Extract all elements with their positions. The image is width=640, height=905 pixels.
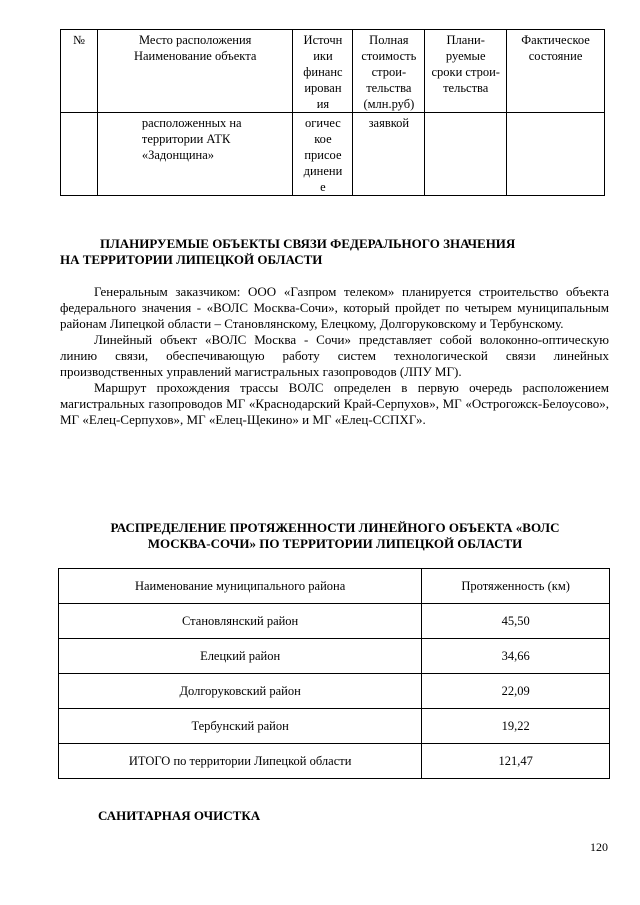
header-district: Наименование муниципального района — [59, 569, 422, 604]
header-cost-line: строи- — [371, 65, 407, 79]
heading-line: НА ТЕРРИТОРИИ ЛИПЕЦКОЙ ОБЛАСТИ — [60, 252, 323, 267]
section-heading-sanitation: САНИТАРНАЯ ОЧИСТКА — [98, 808, 261, 823]
cell-status — [507, 113, 605, 196]
cell-funding-line: огичес — [305, 116, 341, 130]
header-terms-line: тельства — [443, 81, 489, 95]
header-funding-line: ирован — [304, 81, 342, 95]
header-funding-line: ия — [316, 97, 330, 111]
cell-district: Тербунский район — [59, 709, 422, 744]
header-number: № — [61, 30, 98, 113]
header-terms-line: сроки строи- — [431, 65, 500, 79]
header-funding-line: Источн — [303, 33, 343, 47]
page-number: 120 — [590, 840, 608, 854]
objects-table-header-row — [61, 30, 605, 113]
table-row — [59, 639, 610, 674]
cell-funding-line: кое — [314, 132, 332, 146]
header-status: Фактическое состояние — [507, 30, 605, 113]
header-funding — [293, 30, 353, 113]
header-funding-line: ики — [313, 49, 333, 63]
vols-length-table — [58, 568, 610, 779]
paragraph: Маршрут прохождения трассы ВОЛС определен в первую очередь расположением магистральных газопроводов МГ «Краснодарский Край-Серпухов», МГ «Острогожск-Белоусово», МГ «Елец-Серпухов», МГ «Елец-Щекино» и МГ «Елец-ССПХГ». — [60, 380, 609, 427]
paragraph: Линейный объект «ВОЛС Москва - Сочи» представляет собой волоконно-оптическую линию связи, обеспечивающую работу систем технологической связи линейных производственных управлений магистральных газопроводов (ЛПУ МГ). — [60, 332, 609, 379]
header-terms-line: Плани- — [446, 33, 485, 47]
table-row — [59, 604, 610, 639]
body-text — [60, 284, 609, 428]
cell-funding-line: е — [320, 180, 326, 194]
header-terms-line: руемые — [445, 49, 486, 63]
table-row — [59, 744, 610, 779]
table-row — [59, 709, 610, 744]
cell-cost: заявкой — [353, 113, 425, 196]
cell-length: 45,50 — [422, 604, 610, 639]
section-heading-communications — [60, 236, 610, 268]
objects-table — [60, 29, 605, 196]
table-row — [61, 113, 605, 196]
header-terms — [425, 30, 507, 113]
header-cost — [353, 30, 425, 113]
heading-line: РАСПРЕДЕЛЕНИЕ ПРОТЯЖЕННОСТИ ЛИНЕЙНОГО ОБЪЕКТА «ВОЛС — [110, 520, 560, 535]
header-cost-line: тельства — [366, 81, 412, 95]
header-cost-line: стоимость — [361, 49, 417, 63]
header-cost-line: (млн.руб) — [363, 97, 415, 111]
header-cost-line: Полная — [369, 33, 409, 47]
cell-funding — [293, 113, 353, 196]
cell-length: 19,22 — [422, 709, 610, 744]
header-length: Протяженность (км) — [422, 569, 610, 604]
cell-location-line: «Задонщина» — [141, 148, 215, 162]
cell-district: Долгоруковский район — [59, 674, 422, 709]
cell-location-line: расположенных на — [141, 116, 242, 130]
cell-length: 34,66 — [422, 639, 610, 674]
section-heading-distribution — [60, 520, 610, 552]
cell-district: Становлянский район — [59, 604, 422, 639]
cell-location-line: территории АТК — [141, 132, 231, 146]
cell-funding-line: динени — [303, 164, 343, 178]
paragraph: Генеральным заказчиком: ООО «Газпром телеком» планируется строительство объекта федерального значения - «ВОЛС Москва-Сочи», который пройдет по четырем муниципальным районам Липецкой области – Становлянскому, Елецкому, Долгоруковскому и Тербунскому. — [60, 284, 609, 331]
cell-length: 22,09 — [422, 674, 610, 709]
cell-number — [61, 113, 98, 196]
table-row — [59, 674, 610, 709]
header-location — [97, 30, 293, 113]
cell-district: ИТОГО по территории Липецкой области — [59, 744, 422, 779]
header-location-line: Наименование объекта — [133, 49, 257, 63]
header-funding-line: финанс — [303, 65, 343, 79]
vols-table-header-row — [59, 569, 610, 604]
heading-line: ПЛАНИРУЕМЫЕ ОБЪЕКТЫ СВЯЗИ ФЕДЕРАЛЬНОГО ЗНАЧЕНИЯ — [100, 236, 516, 251]
heading-line: МОСКВА-СОЧИ» ПО ТЕРРИТОРИИ ЛИПЕЦКОЙ ОБЛАСТИ — [147, 536, 523, 551]
cell-district: Елецкий район — [59, 639, 422, 674]
cell-terms — [425, 113, 507, 196]
header-location-line: Место расположения — [138, 33, 252, 47]
cell-location — [97, 113, 293, 196]
cell-funding-line: присое — [304, 148, 342, 162]
cell-length: 121,47 — [422, 744, 610, 779]
